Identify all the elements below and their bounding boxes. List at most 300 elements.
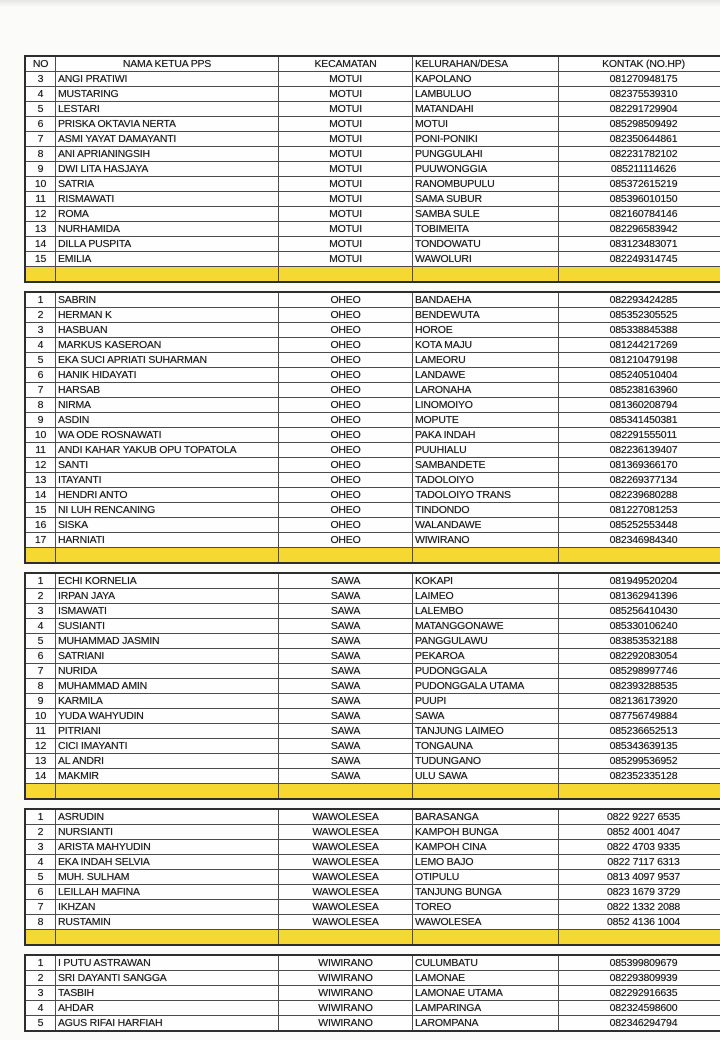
table-row bbox=[25, 117, 720, 132]
cell-kecamatan: SAWA bbox=[279, 604, 413, 619]
cell-no: 3 bbox=[25, 323, 56, 338]
table-row bbox=[25, 709, 720, 724]
cell-nama: HARSAB bbox=[56, 383, 279, 398]
separator-cell bbox=[413, 784, 559, 800]
column-header: NO bbox=[25, 56, 56, 72]
header-row bbox=[25, 56, 720, 72]
cell-kelurahan: PUDONGGALA UTAMA bbox=[413, 679, 559, 694]
cell-nama: KARMILA bbox=[56, 694, 279, 709]
table-row bbox=[25, 338, 720, 353]
cell-kontak: 082375539310 bbox=[559, 87, 720, 102]
cell-kecamatan: MOTUI bbox=[279, 207, 413, 222]
cell-nama: HASBUAN bbox=[56, 323, 279, 338]
cell-kelurahan: LAMEORU bbox=[413, 353, 559, 368]
cell-no: 12 bbox=[25, 739, 56, 754]
table-row bbox=[25, 870, 720, 885]
cell-no: 2 bbox=[25, 825, 56, 840]
cell-nama: LEILLAH MAFINA bbox=[56, 885, 279, 900]
cell-no: 11 bbox=[25, 443, 56, 458]
cell-kontak: 085256410430 bbox=[559, 604, 720, 619]
cell-kontak: 0852 4136 1004 bbox=[559, 915, 720, 930]
cell-kecamatan: OHEO bbox=[279, 292, 413, 308]
cell-kecamatan: OHEO bbox=[279, 503, 413, 518]
cell-kelurahan: BENDEWUTA bbox=[413, 308, 559, 323]
cell-kontak: 081949520204 bbox=[559, 573, 720, 589]
cell-kelurahan: PEKAROA bbox=[413, 649, 559, 664]
cell-kelurahan: PANGGULAWU bbox=[413, 634, 559, 649]
cell-nama: ANGI PRATIWI bbox=[56, 72, 279, 87]
cell-kecamatan: OHEO bbox=[279, 308, 413, 323]
cell-no: 14 bbox=[25, 769, 56, 784]
cell-nama: HERMAN K bbox=[56, 308, 279, 323]
cell-kontak: 082350644861 bbox=[559, 132, 720, 147]
cell-no: 5 bbox=[25, 634, 56, 649]
separator-cell bbox=[413, 267, 559, 283]
cell-kontak: 082293424285 bbox=[559, 292, 720, 308]
cell-kelurahan: MATANDAHI bbox=[413, 102, 559, 117]
cell-kelurahan: TONDOWATU bbox=[413, 237, 559, 252]
cell-kecamatan: WAWOLESEA bbox=[279, 915, 413, 930]
cell-kecamatan: OHEO bbox=[279, 383, 413, 398]
cell-no: 6 bbox=[25, 117, 56, 132]
cell-nama: CICI IMAYANTI bbox=[56, 739, 279, 754]
separator-cell bbox=[25, 267, 56, 283]
cell-nama: IKHZAN bbox=[56, 900, 279, 915]
cell-kelurahan: LAMBULUO bbox=[413, 87, 559, 102]
table-row bbox=[25, 855, 720, 870]
cell-no: 10 bbox=[25, 709, 56, 724]
cell-no: 13 bbox=[25, 473, 56, 488]
cell-nama: MUHAMMAD JASMIN bbox=[56, 634, 279, 649]
table-row bbox=[25, 323, 720, 338]
cell-nama: LESTARI bbox=[56, 102, 279, 117]
cell-no: 8 bbox=[25, 915, 56, 930]
cell-kelurahan: CULUMBATU bbox=[413, 955, 559, 971]
scanned-pps-contact-document bbox=[24, 55, 702, 1040]
cell-no: 9 bbox=[25, 162, 56, 177]
cell-no: 2 bbox=[25, 589, 56, 604]
table-row bbox=[25, 589, 720, 604]
cell-no: 7 bbox=[25, 132, 56, 147]
table-row bbox=[25, 986, 720, 1001]
cell-kontak: 082160784146 bbox=[559, 207, 720, 222]
cell-kontak: 081227081253 bbox=[559, 503, 720, 518]
table-row bbox=[25, 619, 720, 634]
cell-kelurahan: MOTUI bbox=[413, 117, 559, 132]
cell-kecamatan: SAWA bbox=[279, 694, 413, 709]
separator-cell bbox=[413, 930, 559, 946]
cell-kelurahan: WIWIRANO bbox=[413, 533, 559, 548]
cell-kontak: 081369366170 bbox=[559, 458, 720, 473]
section-table-motui bbox=[24, 55, 720, 283]
cell-nama: PITRIANI bbox=[56, 724, 279, 739]
cell-kontak: 085399809679 bbox=[559, 955, 720, 971]
cell-nama: ASMI YAYAT DAMAYANTI bbox=[56, 132, 279, 147]
cell-kelurahan: LAMONAE UTAMA bbox=[413, 986, 559, 1001]
cell-kelurahan: WAWOLURI bbox=[413, 252, 559, 267]
table-row bbox=[25, 383, 720, 398]
cell-kontak: 082291555011 bbox=[559, 428, 720, 443]
separator-cell bbox=[279, 267, 413, 283]
cell-kontak: 0822 1332 2088 bbox=[559, 900, 720, 915]
cell-kontak: 081270948175 bbox=[559, 72, 720, 87]
cell-no: 13 bbox=[25, 222, 56, 237]
cell-kelurahan: HOROE bbox=[413, 323, 559, 338]
cell-kelurahan: ULU SAWA bbox=[413, 769, 559, 784]
cell-kontak: 082136173920 bbox=[559, 694, 720, 709]
table-row bbox=[25, 604, 720, 619]
table-row bbox=[25, 900, 720, 915]
cell-nama: RISMAWATI bbox=[56, 192, 279, 207]
cell-kecamatan: WAWOLESEA bbox=[279, 825, 413, 840]
cell-no: 8 bbox=[25, 679, 56, 694]
cell-kelurahan: PUUPI bbox=[413, 694, 559, 709]
scan-shadow bbox=[0, 0, 720, 7]
table-row bbox=[25, 1001, 720, 1016]
cell-nama: I PUTU ASTRAWAN bbox=[56, 955, 279, 971]
cell-no: 6 bbox=[25, 368, 56, 383]
table-row bbox=[25, 207, 720, 222]
cell-kecamatan: SAWA bbox=[279, 739, 413, 754]
cell-nama: ROMA bbox=[56, 207, 279, 222]
cell-no: 5 bbox=[25, 870, 56, 885]
cell-nama: NURSIANTI bbox=[56, 825, 279, 840]
cell-no: 14 bbox=[25, 237, 56, 252]
cell-kelurahan: KAMPOH CINA bbox=[413, 840, 559, 855]
cell-kecamatan: WIWIRANO bbox=[279, 1001, 413, 1016]
column-header: NAMA KETUA PPS bbox=[56, 56, 279, 72]
table-row bbox=[25, 679, 720, 694]
cell-kelurahan: LALEMBO bbox=[413, 604, 559, 619]
section-separator-row bbox=[25, 267, 720, 283]
cell-kontak: 085236652513 bbox=[559, 724, 720, 739]
cell-kelurahan: LEMO BAJO bbox=[413, 855, 559, 870]
cell-kecamatan: MOTUI bbox=[279, 162, 413, 177]
cell-kontak: 082293809939 bbox=[559, 971, 720, 986]
cell-kelurahan: TOREO bbox=[413, 900, 559, 915]
cell-nama: NURHAMIDA bbox=[56, 222, 279, 237]
separator-cell bbox=[56, 784, 279, 800]
table-row bbox=[25, 649, 720, 664]
table-row bbox=[25, 955, 720, 971]
table-row bbox=[25, 177, 720, 192]
cell-kontak: 0822 4703 9335 bbox=[559, 840, 720, 855]
cell-kelurahan: TANJUNG BUNGA bbox=[413, 885, 559, 900]
separator-cell bbox=[56, 548, 279, 564]
cell-kelurahan: OTIPULU bbox=[413, 870, 559, 885]
cell-no: 8 bbox=[25, 147, 56, 162]
cell-kecamatan: OHEO bbox=[279, 368, 413, 383]
cell-no: 2 bbox=[25, 971, 56, 986]
cell-no: 8 bbox=[25, 398, 56, 413]
cell-kelurahan: LANDAWE bbox=[413, 368, 559, 383]
cell-no: 4 bbox=[25, 855, 56, 870]
table-row bbox=[25, 809, 720, 825]
cell-kontak: 082249314745 bbox=[559, 252, 720, 267]
cell-nama: MUH. SULHAM bbox=[56, 870, 279, 885]
cell-kelurahan: TADOLOIYO bbox=[413, 473, 559, 488]
cell-kelurahan: BARASANGA bbox=[413, 809, 559, 825]
cell-nama: HENDRI ANTO bbox=[56, 488, 279, 503]
cell-kecamatan: SAWA bbox=[279, 573, 413, 589]
table-row bbox=[25, 413, 720, 428]
section-table-oheo bbox=[24, 291, 720, 564]
cell-kecamatan: OHEO bbox=[279, 488, 413, 503]
separator-cell bbox=[279, 784, 413, 800]
cell-nama: TASBIH bbox=[56, 986, 279, 1001]
cell-kecamatan: WIWIRANO bbox=[279, 955, 413, 971]
cell-kontak: 081362941396 bbox=[559, 589, 720, 604]
cell-kecamatan: SAWA bbox=[279, 634, 413, 649]
cell-nama: MARKUS KASEROAN bbox=[56, 338, 279, 353]
cell-nama: MUHAMMAD AMIN bbox=[56, 679, 279, 694]
table-row bbox=[25, 573, 720, 589]
cell-kontak: 085299536952 bbox=[559, 754, 720, 769]
cell-no: 10 bbox=[25, 428, 56, 443]
table-row bbox=[25, 634, 720, 649]
cell-kelurahan: TANJUNG LAIMEO bbox=[413, 724, 559, 739]
cell-kontak: 085240510404 bbox=[559, 368, 720, 383]
cell-kecamatan: MOTUI bbox=[279, 87, 413, 102]
cell-kecamatan: SAWA bbox=[279, 664, 413, 679]
cell-kecamatan: OHEO bbox=[279, 518, 413, 533]
cell-kontak: 082292916635 bbox=[559, 986, 720, 1001]
cell-kontak: 082346984340 bbox=[559, 533, 720, 548]
section-table-wiwirano bbox=[24, 954, 720, 1032]
cell-no: 9 bbox=[25, 413, 56, 428]
cell-kecamatan: SAWA bbox=[279, 769, 413, 784]
cell-kelurahan: LINOMOIYO bbox=[413, 398, 559, 413]
cell-kecamatan: WIWIRANO bbox=[279, 986, 413, 1001]
cell-kecamatan: SAWA bbox=[279, 709, 413, 724]
cell-kelurahan: PUUWONGGIA bbox=[413, 162, 559, 177]
cell-nama: DILLA PUSPITA bbox=[56, 237, 279, 252]
cell-kelurahan: KAMPOH BUNGA bbox=[413, 825, 559, 840]
cell-kecamatan: WAWOLESEA bbox=[279, 885, 413, 900]
cell-no: 1 bbox=[25, 292, 56, 308]
cell-nama: AGUS RIFAI HARFIAH bbox=[56, 1016, 279, 1032]
section-table-wawolesea bbox=[24, 808, 720, 946]
cell-nama: SUSIANTI bbox=[56, 619, 279, 634]
cell-nama: MUSTARING bbox=[56, 87, 279, 102]
cell-kelurahan: LAROMPANA bbox=[413, 1016, 559, 1032]
cell-kelurahan: SAMBA SULE bbox=[413, 207, 559, 222]
cell-kelurahan: KOTA MAJU bbox=[413, 338, 559, 353]
table-row bbox=[25, 915, 720, 930]
table-row bbox=[25, 237, 720, 252]
cell-nama: ARISTA MAHYUDIN bbox=[56, 840, 279, 855]
cell-kontak: 081210479198 bbox=[559, 353, 720, 368]
cell-kontak: 082324598600 bbox=[559, 1001, 720, 1016]
separator-cell bbox=[559, 548, 720, 564]
separator-cell bbox=[56, 930, 279, 946]
cell-kelurahan: SAMBANDETE bbox=[413, 458, 559, 473]
cell-kontak: 0852 4001 4047 bbox=[559, 825, 720, 840]
cell-kontak: 082231782102 bbox=[559, 147, 720, 162]
table-row bbox=[25, 664, 720, 679]
table-row bbox=[25, 132, 720, 147]
cell-kecamatan: OHEO bbox=[279, 353, 413, 368]
cell-kecamatan: OHEO bbox=[279, 458, 413, 473]
table-row bbox=[25, 971, 720, 986]
table-row bbox=[25, 724, 720, 739]
cell-kecamatan: SAWA bbox=[279, 589, 413, 604]
cell-kelurahan: LAMPARINGA bbox=[413, 1001, 559, 1016]
cell-kecamatan: WAWOLESEA bbox=[279, 900, 413, 915]
table-row bbox=[25, 694, 720, 709]
cell-kelurahan: TOBIMEITA bbox=[413, 222, 559, 237]
cell-nama: YUDA WAHYUDIN bbox=[56, 709, 279, 724]
cell-kecamatan: MOTUI bbox=[279, 177, 413, 192]
cell-kelurahan: WALANDAWE bbox=[413, 518, 559, 533]
cell-nama: MAKMIR bbox=[56, 769, 279, 784]
table-row bbox=[25, 428, 720, 443]
section-table-sawa bbox=[24, 572, 720, 800]
cell-kelurahan: KAPOLANO bbox=[413, 72, 559, 87]
separator-cell bbox=[25, 930, 56, 946]
cell-kecamatan: SAWA bbox=[279, 619, 413, 634]
table-row bbox=[25, 443, 720, 458]
table-row bbox=[25, 754, 720, 769]
table-row bbox=[25, 885, 720, 900]
cell-nama: ASRUDIN bbox=[56, 809, 279, 825]
cell-nama: EKA SUCI APRIATI SUHARMAN bbox=[56, 353, 279, 368]
cell-nama: AHDAR bbox=[56, 1001, 279, 1016]
cell-kecamatan: WAWOLESEA bbox=[279, 840, 413, 855]
cell-kontak: 081360208794 bbox=[559, 398, 720, 413]
cell-no: 4 bbox=[25, 338, 56, 353]
cell-no: 9 bbox=[25, 694, 56, 709]
cell-no: 4 bbox=[25, 87, 56, 102]
table-row bbox=[25, 458, 720, 473]
cell-kelurahan: PUNGGULAHI bbox=[413, 147, 559, 162]
cell-nama: NIRMA bbox=[56, 398, 279, 413]
cell-kelurahan: PUDONGGALA bbox=[413, 664, 559, 679]
cell-nama: SISKA bbox=[56, 518, 279, 533]
table-row bbox=[25, 398, 720, 413]
table-row bbox=[25, 488, 720, 503]
cell-no: 4 bbox=[25, 619, 56, 634]
table-row bbox=[25, 252, 720, 267]
section-separator-row bbox=[25, 930, 720, 946]
cell-no: 2 bbox=[25, 308, 56, 323]
cell-kontak: 0823 1679 3729 bbox=[559, 885, 720, 900]
cell-kecamatan: OHEO bbox=[279, 413, 413, 428]
column-header: KECAMATAN bbox=[279, 56, 413, 72]
cell-no: 16 bbox=[25, 518, 56, 533]
cell-kontak: 082296583942 bbox=[559, 222, 720, 237]
cell-nama: SANTI bbox=[56, 458, 279, 473]
cell-kecamatan: WAWOLESEA bbox=[279, 855, 413, 870]
cell-nama: ASDIN bbox=[56, 413, 279, 428]
cell-no: 6 bbox=[25, 885, 56, 900]
cell-kontak: 082346294794 bbox=[559, 1016, 720, 1032]
cell-no: 1 bbox=[25, 809, 56, 825]
separator-cell bbox=[56, 267, 279, 283]
table-row bbox=[25, 72, 720, 87]
table-row bbox=[25, 533, 720, 548]
cell-no: 17 bbox=[25, 533, 56, 548]
cell-kelurahan: PONI-PONIKI bbox=[413, 132, 559, 147]
cell-no: 7 bbox=[25, 383, 56, 398]
table-row bbox=[25, 473, 720, 488]
cell-no: 3 bbox=[25, 72, 56, 87]
cell-nama: ITAYANTI bbox=[56, 473, 279, 488]
separator-cell bbox=[413, 548, 559, 564]
cell-kontak: 085372615219 bbox=[559, 177, 720, 192]
cell-no: 7 bbox=[25, 900, 56, 915]
cell-kontak: 081244217269 bbox=[559, 338, 720, 353]
cell-kelurahan: TONGAUNA bbox=[413, 739, 559, 754]
cell-kontak: 083123483071 bbox=[559, 237, 720, 252]
cell-kecamatan: MOTUI bbox=[279, 72, 413, 87]
cell-nama: PRISKA OKTAVIA NERTA bbox=[56, 117, 279, 132]
cell-nama: HARNIATI bbox=[56, 533, 279, 548]
cell-kecamatan: OHEO bbox=[279, 473, 413, 488]
cell-no: 12 bbox=[25, 207, 56, 222]
cell-kelurahan: MATANGGONAWE bbox=[413, 619, 559, 634]
cell-kecamatan: MOTUI bbox=[279, 192, 413, 207]
cell-kelurahan: RANOMBUPULU bbox=[413, 177, 559, 192]
cell-no: 11 bbox=[25, 192, 56, 207]
cell-kelurahan: LAMONAE bbox=[413, 971, 559, 986]
cell-kecamatan: MOTUI bbox=[279, 117, 413, 132]
cell-kecamatan: SAWA bbox=[279, 754, 413, 769]
cell-no: 13 bbox=[25, 754, 56, 769]
column-header: KONTAK (NO.HP) bbox=[559, 56, 720, 72]
table-row bbox=[25, 162, 720, 177]
cell-kontak: 085396010150 bbox=[559, 192, 720, 207]
section-separator-row bbox=[25, 784, 720, 800]
cell-kecamatan: OHEO bbox=[279, 533, 413, 548]
cell-nama: SABRIN bbox=[56, 292, 279, 308]
table-row bbox=[25, 825, 720, 840]
cell-nama: ISMAWATI bbox=[56, 604, 279, 619]
cell-kecamatan: WAWOLESEA bbox=[279, 809, 413, 825]
cell-nama: RUSTAMIN bbox=[56, 915, 279, 930]
cell-no: 6 bbox=[25, 649, 56, 664]
table-row bbox=[25, 308, 720, 323]
cell-kelurahan: LARONAHA bbox=[413, 383, 559, 398]
cell-kontak: 082352335128 bbox=[559, 769, 720, 784]
table-row bbox=[25, 1016, 720, 1032]
cell-kecamatan: WIWIRANO bbox=[279, 971, 413, 986]
cell-nama: ANI APRIANINGSIH bbox=[56, 147, 279, 162]
cell-kecamatan: MOTUI bbox=[279, 252, 413, 267]
cell-kelurahan: TINDONDO bbox=[413, 503, 559, 518]
cell-nama: IRPAN JAYA bbox=[56, 589, 279, 604]
cell-kelurahan: LAIMEO bbox=[413, 589, 559, 604]
cell-nama: AL ANDRI bbox=[56, 754, 279, 769]
cell-nama: ANDI KAHAR YAKUB OPU TOPATOLA bbox=[56, 443, 279, 458]
separator-cell bbox=[559, 930, 720, 946]
table-row bbox=[25, 503, 720, 518]
cell-no: 5 bbox=[25, 102, 56, 117]
cell-kelurahan: KOKAPI bbox=[413, 573, 559, 589]
cell-no: 4 bbox=[25, 1001, 56, 1016]
separator-cell bbox=[25, 548, 56, 564]
cell-kontak: 085352305525 bbox=[559, 308, 720, 323]
cell-kontak: 0813 4097 9537 bbox=[559, 870, 720, 885]
cell-no: 12 bbox=[25, 458, 56, 473]
cell-kecamatan: WIWIRANO bbox=[279, 1016, 413, 1032]
cell-nama: EKA INDAH SELVIA bbox=[56, 855, 279, 870]
cell-kelurahan: MOPUTE bbox=[413, 413, 559, 428]
cell-kecamatan: WAWOLESEA bbox=[279, 870, 413, 885]
table-row bbox=[25, 353, 720, 368]
table-row bbox=[25, 368, 720, 383]
cell-kelurahan: WAWOLESEA bbox=[413, 915, 559, 930]
